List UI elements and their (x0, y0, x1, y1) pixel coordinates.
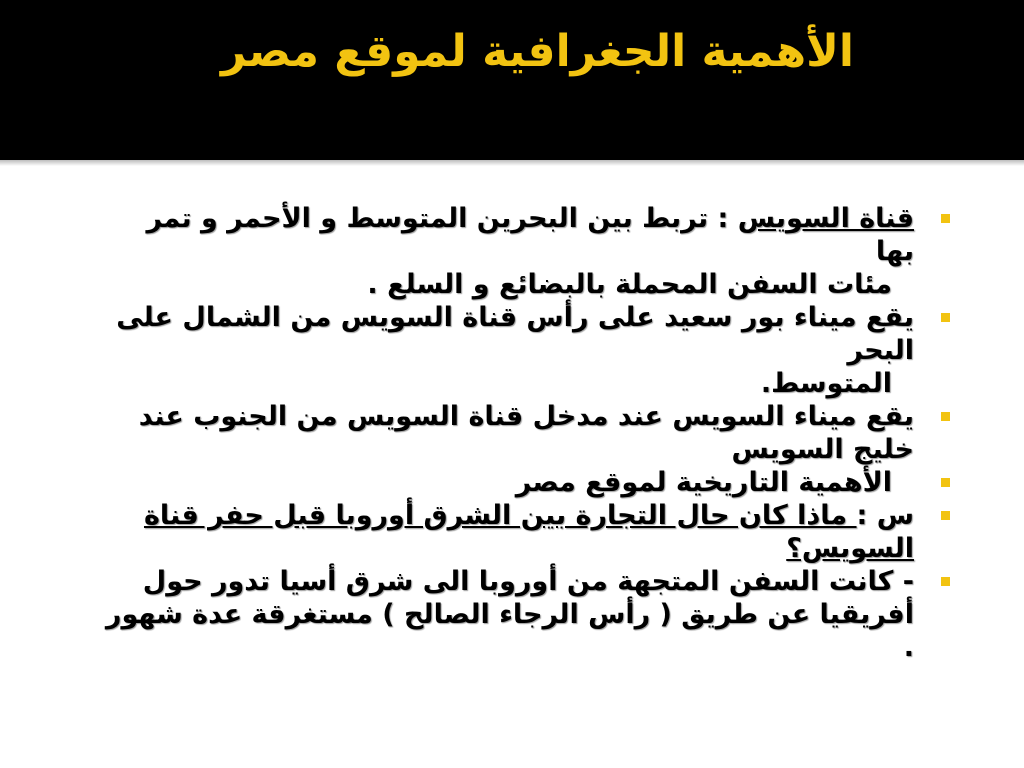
bullet-lead-text: قناة السويس (737, 203, 914, 234)
bullet-text: يقع ميناء السويس عند مدخل قناة السويس من الجنوب عند خليج السويس (138, 401, 914, 465)
title-bar (0, 0, 1024, 160)
header-divider (0, 160, 1024, 166)
square-bullet-icon (941, 577, 950, 586)
bullet-item-port-said (100, 301, 950, 400)
bullet-item-answer (100, 565, 950, 664)
bullet-continuation: مئات السفن المحملة بالبضائع و السلع . (367, 269, 892, 300)
square-bullet-icon (941, 412, 950, 421)
bullet-text: يقع ميناء بور سعيد على رأس قناة السويس من الشمال على البحر (116, 302, 914, 366)
square-bullet-icon (941, 214, 950, 223)
bullet-text: ماذا كان حال التجارة بين الشرق أوروبا قبل حفر قناة السويس؟ (143, 500, 914, 564)
bullet-text: - كانت السفن المتجهة من أوروبا الى شرق أسيا تدور حول أفريقيا عن طريق ( رأس الرجاء الصالح ) مستغرقة عدة شهور . (105, 566, 914, 663)
bullet-item-suez-port (100, 400, 950, 466)
bullet-item-suez-canal (100, 202, 950, 301)
bullet-continuation: المتوسط. (760, 368, 892, 399)
square-bullet-icon (941, 478, 950, 487)
square-bullet-icon (941, 313, 950, 322)
bullet-text: الأهمية التاريخية لموقع مصر (515, 467, 892, 498)
slide-title: الأهمية الجغرافية لموقع مصر (221, 26, 854, 77)
bullet-lead-text: س : (856, 500, 914, 531)
bullet-item-historical-importance (100, 466, 950, 499)
bullet-list (100, 202, 950, 664)
bullet-text: : تربط بين البحرين المتوسط و الأحمر و تمر بها (146, 203, 914, 267)
square-bullet-icon (941, 511, 950, 520)
bullet-item-question (100, 499, 950, 565)
